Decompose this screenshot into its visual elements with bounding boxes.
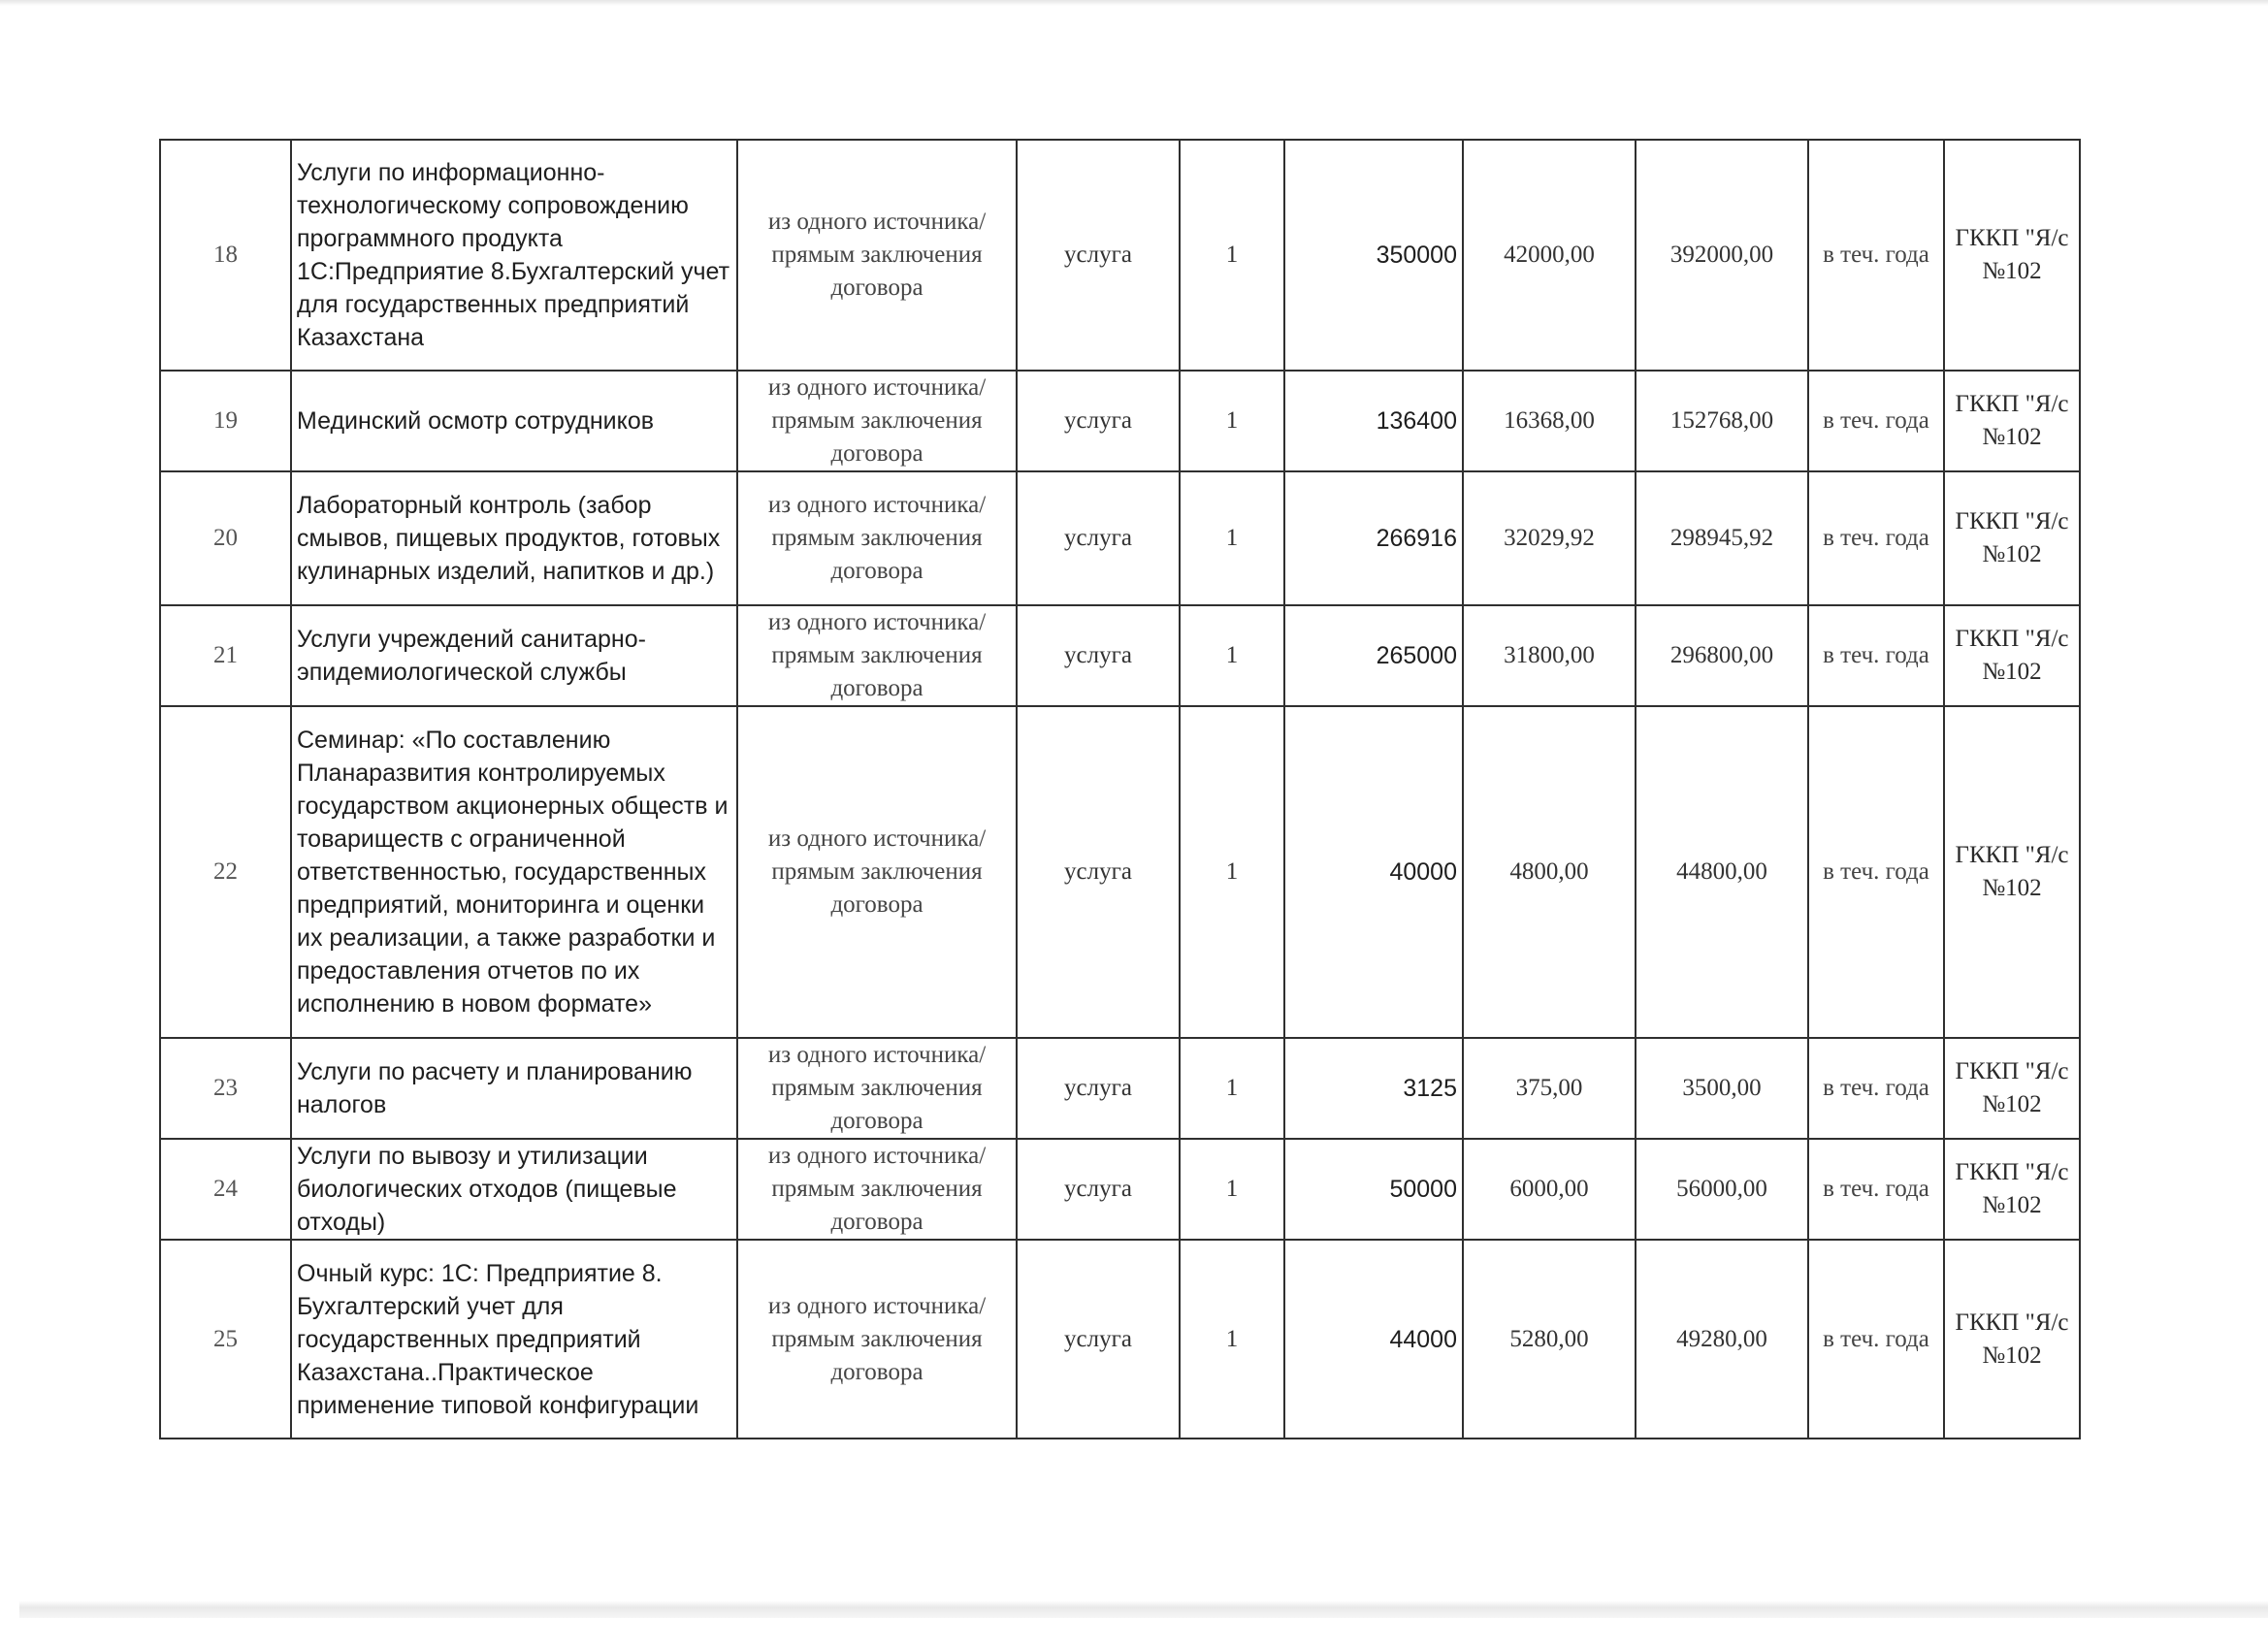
delivery-term: в теч. года	[1808, 140, 1944, 371]
unit-price: 40000	[1284, 706, 1463, 1038]
row-number: 21	[160, 605, 291, 706]
procurement-method: из одного источника/ прямым заключения договора	[737, 605, 1017, 706]
unit-price: 350000	[1284, 140, 1463, 371]
customer: ГККП "Я/с №102	[1944, 1139, 2080, 1240]
vat-amount: 42000,00	[1463, 140, 1636, 371]
vat-amount: 375,00	[1463, 1038, 1636, 1139]
customer: ГККП "Я/с №102	[1944, 371, 2080, 471]
vat-amount: 4800,00	[1463, 706, 1636, 1038]
service-name: Услуги по вывозу и утилизации биологических отходов (пищевые отходы)	[291, 1139, 737, 1240]
total-amount: 3500,00	[1636, 1038, 1808, 1139]
procurement-method: из одного источника/ прямым заключения договора	[737, 1038, 1017, 1139]
service-name: Семинар: «По составлению Планаразвития контролируемых государством акционерных обществ и товариществ с ограниченной ответственностью, государственных предприятий, мониторинга и оценки их реализации, а также разработки и предоставления отчетов по их исполнению в новом формате»	[291, 706, 737, 1038]
unit: услуга	[1017, 471, 1180, 605]
unit-price: 50000	[1284, 1139, 1463, 1240]
table-row	[160, 1038, 2080, 1139]
delivery-term: в теч. года	[1808, 1038, 1944, 1139]
table-row	[160, 1240, 2080, 1439]
procurement-method: из одного источника/ прямым заключения договора	[737, 1139, 1017, 1240]
total-amount: 296800,00	[1636, 605, 1808, 706]
quantity: 1	[1180, 1240, 1284, 1439]
total-amount: 49280,00	[1636, 1240, 1808, 1439]
row-number: 23	[160, 1038, 291, 1139]
unit: услуга	[1017, 371, 1180, 471]
unit: услуга	[1017, 1240, 1180, 1439]
service-name: Услуги по информационно-технологическому сопровождению программного продукта 1С:Предприятие 8.Бухгалтерский учет для государственных предприятий Казахстана	[291, 140, 737, 371]
unit: услуга	[1017, 605, 1180, 706]
quantity: 1	[1180, 1038, 1284, 1139]
unit: услуга	[1017, 140, 1180, 371]
quantity: 1	[1180, 605, 1284, 706]
service-name: Очный курс: 1С: Предприятие 8. Бухгалтерский учет для государственных предприятий Казахстана..Практическое применение типовой конфигурации	[291, 1240, 737, 1439]
table-row	[160, 140, 2080, 371]
quantity: 1	[1180, 471, 1284, 605]
procurement-method: из одного источника/ прямым заключения договора	[737, 1240, 1017, 1439]
quantity: 1	[1180, 140, 1284, 371]
service-name: Лабораторный контроль (забор смывов, пищевых продуктов, готовых кулинарных изделий, напитков и др.)	[291, 471, 737, 605]
delivery-term: в теч. года	[1808, 1240, 1944, 1439]
table-row	[160, 706, 2080, 1038]
total-amount: 152768,00	[1636, 371, 1808, 471]
page-edge-bottom	[19, 1600, 2268, 1618]
vat-amount: 5280,00	[1463, 1240, 1636, 1439]
total-amount: 56000,00	[1636, 1139, 1808, 1240]
customer: ГККП "Я/с №102	[1944, 471, 2080, 605]
unit: услуга	[1017, 1038, 1180, 1139]
vat-amount: 16368,00	[1463, 371, 1636, 471]
row-number: 18	[160, 140, 291, 371]
customer: ГККП "Я/с №102	[1944, 605, 2080, 706]
quantity: 1	[1180, 371, 1284, 471]
unit-price: 44000	[1284, 1240, 1463, 1439]
table-row	[160, 471, 2080, 605]
unit: услуга	[1017, 706, 1180, 1038]
row-number: 25	[160, 1240, 291, 1439]
unit-price: 136400	[1284, 371, 1463, 471]
vat-amount: 32029,92	[1463, 471, 1636, 605]
service-name: Мединский осмотр сотрудников	[291, 371, 737, 471]
unit-price: 265000	[1284, 605, 1463, 706]
table-row	[160, 371, 2080, 471]
customer: ГККП "Я/с №102	[1944, 1240, 2080, 1439]
customer: ГККП "Я/с №102	[1944, 1038, 2080, 1139]
row-number: 22	[160, 706, 291, 1038]
delivery-term: в теч. года	[1808, 371, 1944, 471]
vat-amount: 31800,00	[1463, 605, 1636, 706]
delivery-term: в теч. года	[1808, 471, 1944, 605]
row-number: 20	[160, 471, 291, 605]
quantity: 1	[1180, 706, 1284, 1038]
procurement-method: из одного источника/ прямым заключения договора	[737, 706, 1017, 1038]
delivery-term: в теч. года	[1808, 706, 1944, 1038]
unit-price: 3125	[1284, 1038, 1463, 1139]
delivery-term: в теч. года	[1808, 1139, 1944, 1240]
delivery-term: в теч. года	[1808, 605, 1944, 706]
quantity: 1	[1180, 1139, 1284, 1240]
service-name: Услуги по расчету и планированию налогов	[291, 1038, 737, 1139]
procurement-method: из одного источника/ прямым заключения договора	[737, 371, 1017, 471]
unit: услуга	[1017, 1139, 1180, 1240]
row-number: 19	[160, 371, 291, 471]
procurement-table	[159, 139, 2081, 1439]
customer: ГККП "Я/с №102	[1944, 140, 2080, 371]
page-edge-top	[0, 0, 2268, 6]
customer: ГККП "Я/с №102	[1944, 706, 2080, 1038]
table-row	[160, 1139, 2080, 1240]
service-name: Услуги учреждений санитарно-эпидемиологической службы	[291, 605, 737, 706]
total-amount: 298945,92	[1636, 471, 1808, 605]
vat-amount: 6000,00	[1463, 1139, 1636, 1240]
table-row	[160, 605, 2080, 706]
total-amount: 44800,00	[1636, 706, 1808, 1038]
procurement-method: из одного источника/ прямым заключения договора	[737, 471, 1017, 605]
procurement-method: из одного источника/ прямым заключения договора	[737, 140, 1017, 371]
row-number: 24	[160, 1139, 291, 1240]
total-amount: 392000,00	[1636, 140, 1808, 371]
unit-price: 266916	[1284, 471, 1463, 605]
